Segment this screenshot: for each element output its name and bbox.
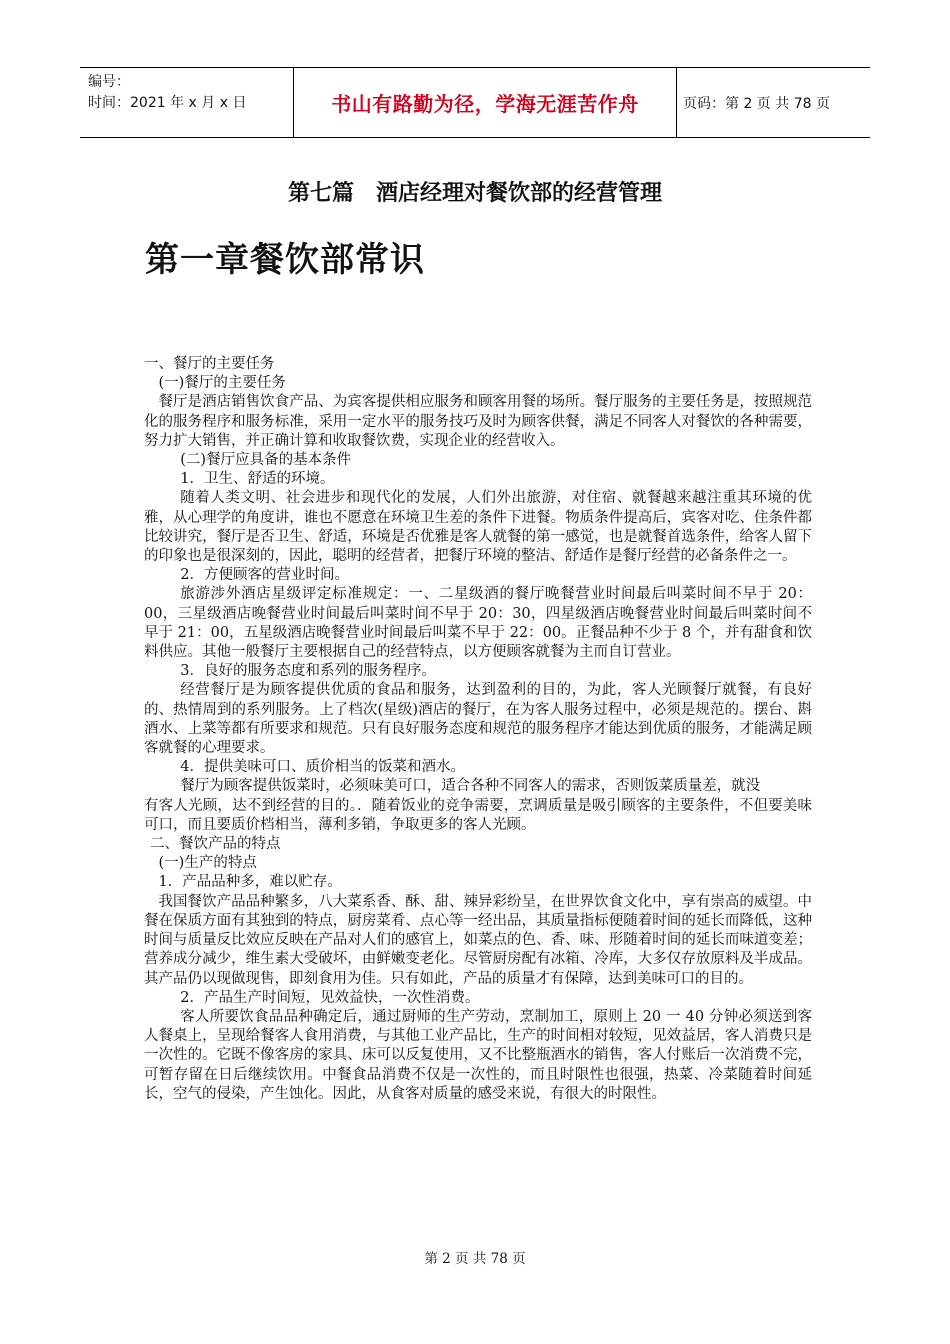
- page-footer: 第 2 页 共 78 页: [424, 1251, 526, 1267]
- item-heading: 1．产品品种多，难以贮存。: [158, 874, 342, 891]
- document-time-label: 时间：2021 年 x 月 x 日: [88, 95, 247, 111]
- header-page-info: 页码：第 2 页 共 78 页: [683, 95, 830, 112]
- document-number-label: 编号：: [88, 74, 130, 90]
- item-heading: 3．良好的服务态度和系列的服务程序。: [180, 663, 436, 680]
- document-title: 第七篇 酒店经理对餐饮部的经营管理: [287, 181, 662, 206]
- item-heading: 2．方便顾客的营业时间。: [180, 567, 349, 584]
- header-table: [80, 67, 870, 138]
- paragraph: 随着人类文明、社会进步和现代化的发展，人们外出旅游，对住宿、就餐越来越注重其环境的优雅，从心理学的角度讲，谁也不愿意在环境卫生差的条件下进餐。物质条件提高后，宾客对吃、住条件都比较讲究，餐厅是否卫生、舒适，环境是否优雅是客人就餐的第一感觉，也是就餐首选条件，给客人留下的印象也是很深刻的，因此，聪明的经营者，把餐厅环境的整洁、舒适作是餐厅经营的必备条件之一。: [144, 490, 812, 565]
- paragraph: 餐厅是酒店销售饮食产品、为宾客提供相应服务和顾客用餐的场所。餐厅服务的主要任务是，按照规范化的服务程序和服务标准，采用一定水平的服务技巧及时为顾客供餐，满足不同客人对餐饮的各种需要，努力扩大销售，并正确计算和收取餐饮费，实现企业的经营收入。: [144, 394, 812, 449]
- section-heading: 二、餐饮产品的特点: [150, 836, 281, 853]
- paragraph: 旅游涉外酒店星级评定标准规定：一、二星级酒的餐厅晚餐营业时间最后叫菜时间不早于 20：00，三星级酒店晚餐营业时间最后叫菜时间不早于 20：30，四星级酒店晚餐营业时间最后叫菜时间不早于 21：00，五星级酒店晚餐营业时间最后叫菜不早于 22：00。正餐品种不少于 8 个，并有甜食和饮料供应。其他一般餐厅主要根据自己的经营特点，以方便顾客就餐为主而自订营业。: [144, 586, 812, 661]
- item-heading: 2．产品生产时间短，见效益快，一次性消费。: [180, 989, 480, 1006]
- paragraph: 经营餐厅是为顾客提供优质的食品和服务，达到盈利的目的，为此，客人光顾餐厅就餐，有良好的、热情周到的系列服务。上了档次(星级)酒店的餐厅，在为客人服务过程中，必须是规范的。摆台、斟酒水、上菜等都有所要求和规范。只有良好服务态度和规范的服务程序才能达到优质的服务，才能满足顾客就餐的心理要求。: [144, 682, 812, 757]
- item-heading: 1．卫生、舒适的环境。: [180, 471, 335, 488]
- section-heading: 一、餐厅的主要任务: [144, 356, 275, 372]
- paragraph: 我国餐饮产品品种繁多，八大菜系香、酥、甜、辣异彩纷呈，在世界饮食文化中，享有崇高的威望。中餐在保质方面有其独到的特点，厨房菜肴、点心等一经出品，其质量指标便随着时间的延长而降低，这种时间与质量反比效应反映在产品对人们的感官上，如菜点的色、香、味、形随着时间的延长而味道变差；营养成分减少，维生素大受破坏，由鲜嫩变老化。尽管厨房配有冰箱、冷库，大多仅存放原料及半成品。其产品仍以现做现售，即刻食用为佳。只有如此，产品的质量才有保障，达到美味可口的目的。: [144, 893, 812, 987]
- paragraph: 客人所要饮食品品种确定后，通过厨师的生产劳动，烹制加工，原则上 20 一 40 分钟必须送到客人餐桌上，呈现给餐客人食用消费，与其他工业产品比，生产的时间相对较短，见效益居，客人消费只是一次性的。它既不像客房的家具、床可以反复使用，又不比整瓶酒水的销售，客人付账后一次消费不完，可暂存留在日后继续饮用。中餐食品消费不仅是一次性的，而且时限性也很强，热菜、冷菜随着时间延长，空气的侵染，产生蚀化。因此，从食客对质量的感受来说，有很大的时限性。: [144, 1008, 812, 1102]
- body-text: [144, 355, 812, 1104]
- subsection-heading: (一)生产的特点: [158, 855, 257, 872]
- paragraph: 餐厅为顾客提供饭菜时，必须味美可口，适合各种不同客人的需求，否则饭菜质量差，就没: [180, 778, 761, 795]
- item-heading: 4．提供美味可口、质价相当的饭菜和酒水。: [180, 759, 465, 776]
- chapter-title: 第一章餐饮部常识: [145, 240, 425, 280]
- header-meta: [80, 68, 294, 137]
- paragraph: 有客人光顾，达不到经营的目的。．随着饭业的竞争需要，烹调质量是吸引顾客的主要条件，不但要美味可口，而且要质价档相当，薄利多销，争取更多的客人光顾。: [144, 797, 812, 833]
- header-motto: 书山有路勤为径，学海无涯苦作舟: [294, 68, 677, 137]
- subsection-heading: (二)餐厅应具备的基本条件: [180, 452, 352, 469]
- subsection-heading: (一)餐厅的主要任务: [158, 375, 286, 392]
